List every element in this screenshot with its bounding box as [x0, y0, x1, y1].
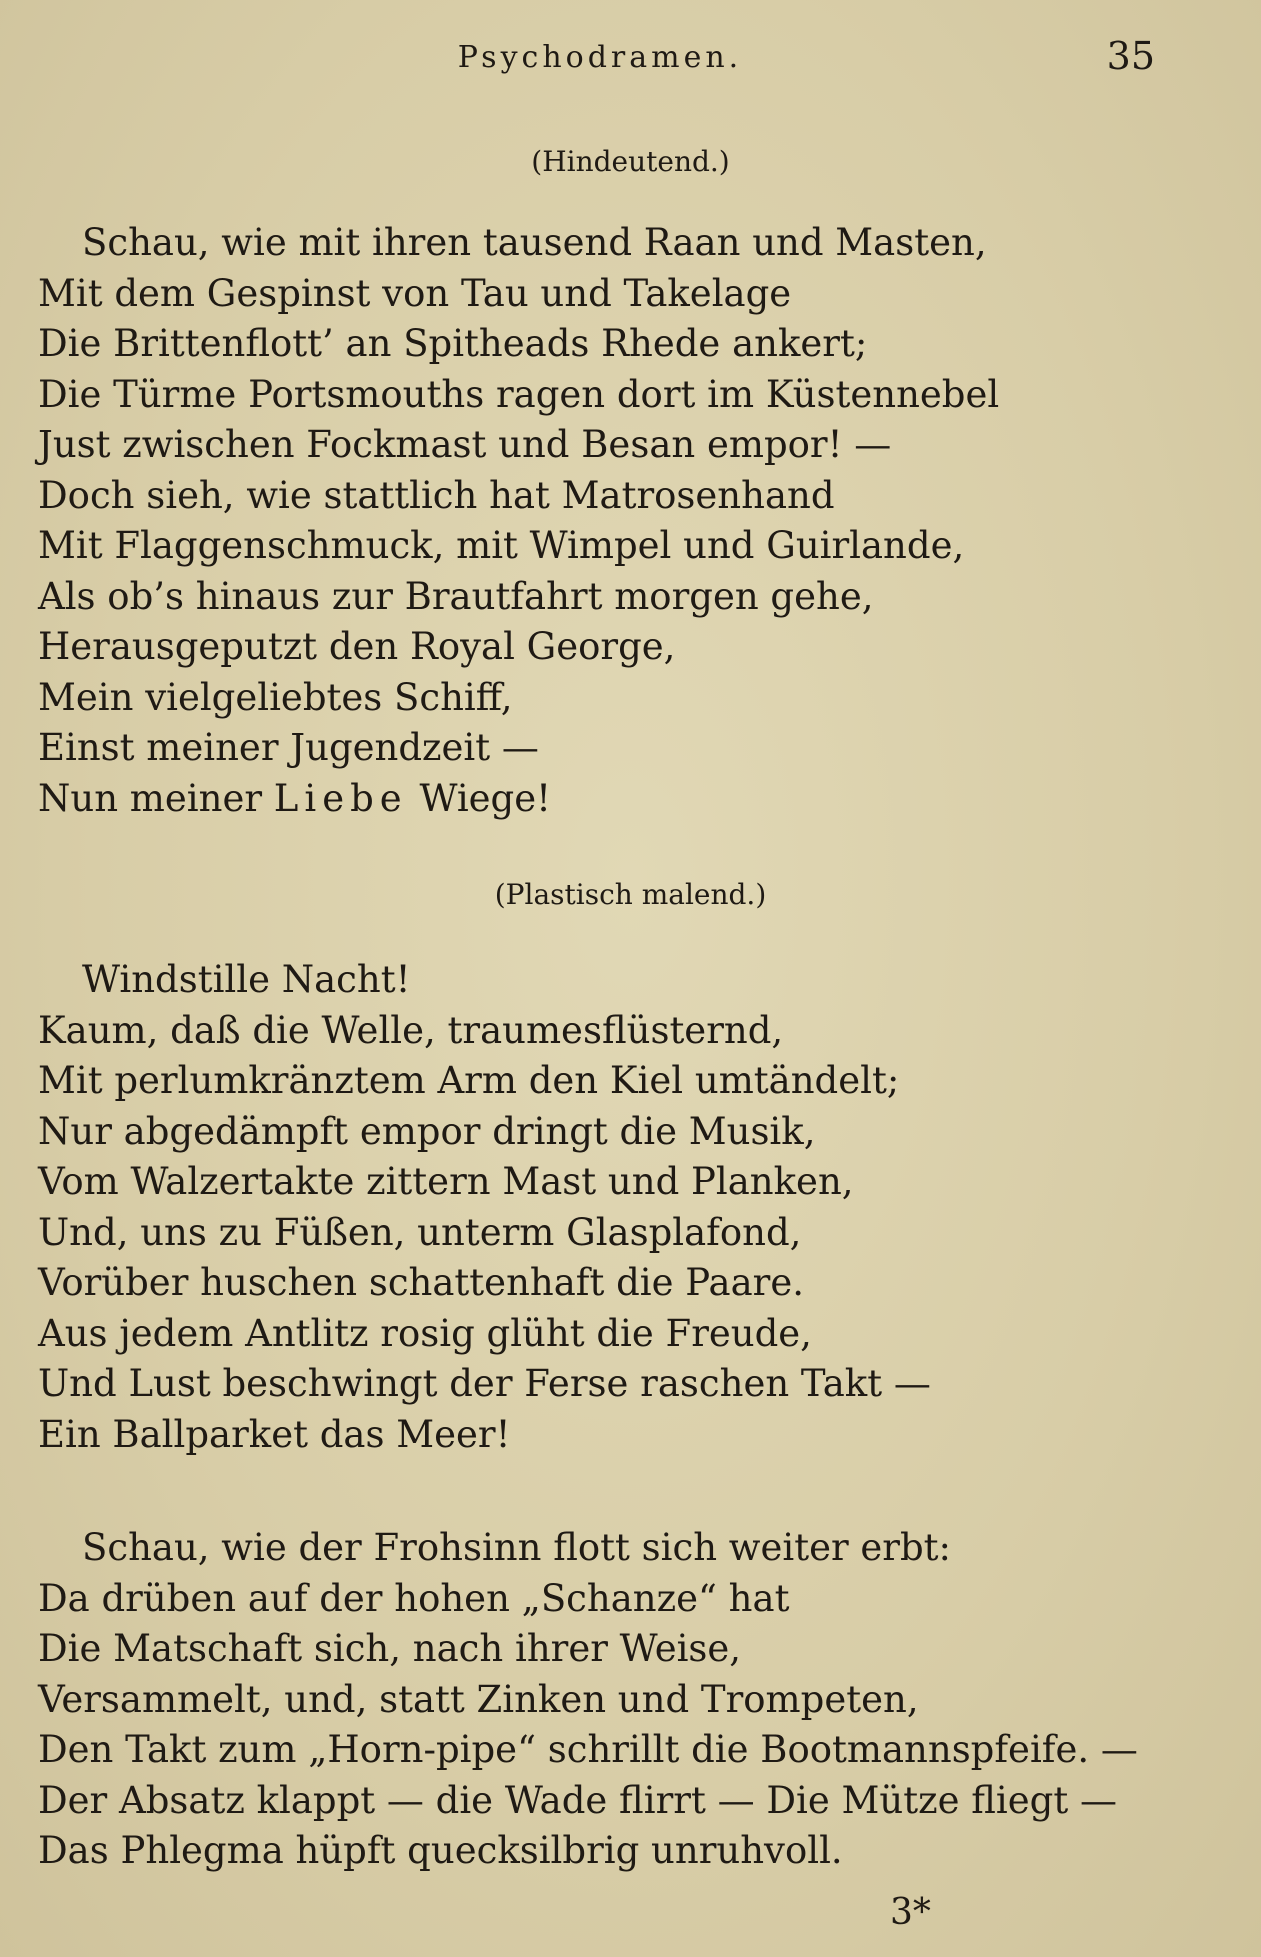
running-title: Psychodramen.: [457, 40, 743, 75]
verse-line: Schau, wie mit ihren tausend Raan und Masten,: [82, 221, 987, 264]
verse-line: Und Lust beschwingt der Ferse raschen Takt —: [38, 1362, 931, 1405]
spaced-emphasis: Liebe: [273, 776, 408, 820]
stanza-2: [38, 955, 931, 1460]
verse-line: Kaum, daß die Welle, traumesflüsternd,: [38, 1008, 784, 1052]
verse-line: Das Phlegma hüpft quecksilbrig unruhvoll.: [38, 1829, 843, 1872]
verse-line: Als ob’s hinaus zur Brautfahrt morgen gehe,: [38, 574, 874, 618]
verse-line: Da drüben auf der hohen „Schanze“ hat: [38, 1576, 790, 1620]
verse-line: Doch sieh, wie stattlich hat Matrosenhand: [38, 473, 835, 517]
verse-line: Mein vielgeliebtes Schiff,: [38, 675, 513, 719]
stanza-1: [38, 218, 999, 824]
stage-direction-hindeutend: (Hindeutend.): [531, 145, 730, 178]
verse-line: Vom Walzertakte zittern Mast und Planken,: [38, 1160, 854, 1203]
stanza-3: [38, 1523, 1138, 1877]
verse-line: Aus jedem Antlitz rosig glüht die Freude,: [38, 1311, 812, 1355]
verse-line: Den Takt zum „Horn-pipe“ schrillt die Bootmannspfeife. —: [38, 1728, 1138, 1771]
verse-line: Mit Flaggenschmuck, mit Wimpel und Guirlande,: [38, 524, 965, 567]
verse-line: Versammelt, und, statt Zinken und Trompeten,: [38, 1677, 919, 1721]
verse-line: Schau, wie der Frohsinn flott sich weiter erbt:: [82, 1526, 952, 1569]
verse-line: Einst meiner Jugendzeit —: [38, 726, 539, 769]
stage-direction-plastisch: (Plastisch malend.): [494, 878, 767, 911]
verse-line: Just zwischen Fockmast und Besan empor! —: [38, 423, 892, 466]
signature-mark: 3*: [890, 1892, 931, 1933]
verse-line: Vorüber huschen schattenhaft die Paare.: [38, 1261, 804, 1304]
verse-line: Und, uns zu Füßen, unterm Glasplafond,: [38, 1210, 802, 1254]
page-number: 35: [1106, 34, 1155, 78]
verse-line: Windstille Nacht!: [82, 958, 411, 1001]
verse-text: Wiege!: [407, 776, 552, 820]
verse-line: Mit dem Gespinst von Tau und Takelage: [38, 271, 792, 315]
verse-line: Herausgeputzt den Royal George,: [38, 625, 676, 668]
verse-line: Der Absatz klappt — die Wade flirrt — Die Mütze fliegt —: [38, 1778, 1117, 1822]
verse-line: Die Türme Portsmouths ragen dort im Küstennebel: [38, 372, 1000, 416]
verse-line: Nur abgedämpft empor dringt die Musik,: [38, 1109, 816, 1153]
verse-line: Die Brittenflott’ an Spitheads Rhede ankert;: [38, 322, 868, 365]
verse-line: Die Matschaft sich, nach ihrer Weise,: [38, 1627, 742, 1670]
verse-line: Ein Ballparket das Meer!: [38, 1412, 511, 1456]
verse-line: Mit perlumkränztem Arm den Kiel umtändelt;: [38, 1059, 900, 1102]
verse-line-spaced: [38, 774, 999, 825]
verse-text: Nun meiner: [38, 776, 274, 820]
